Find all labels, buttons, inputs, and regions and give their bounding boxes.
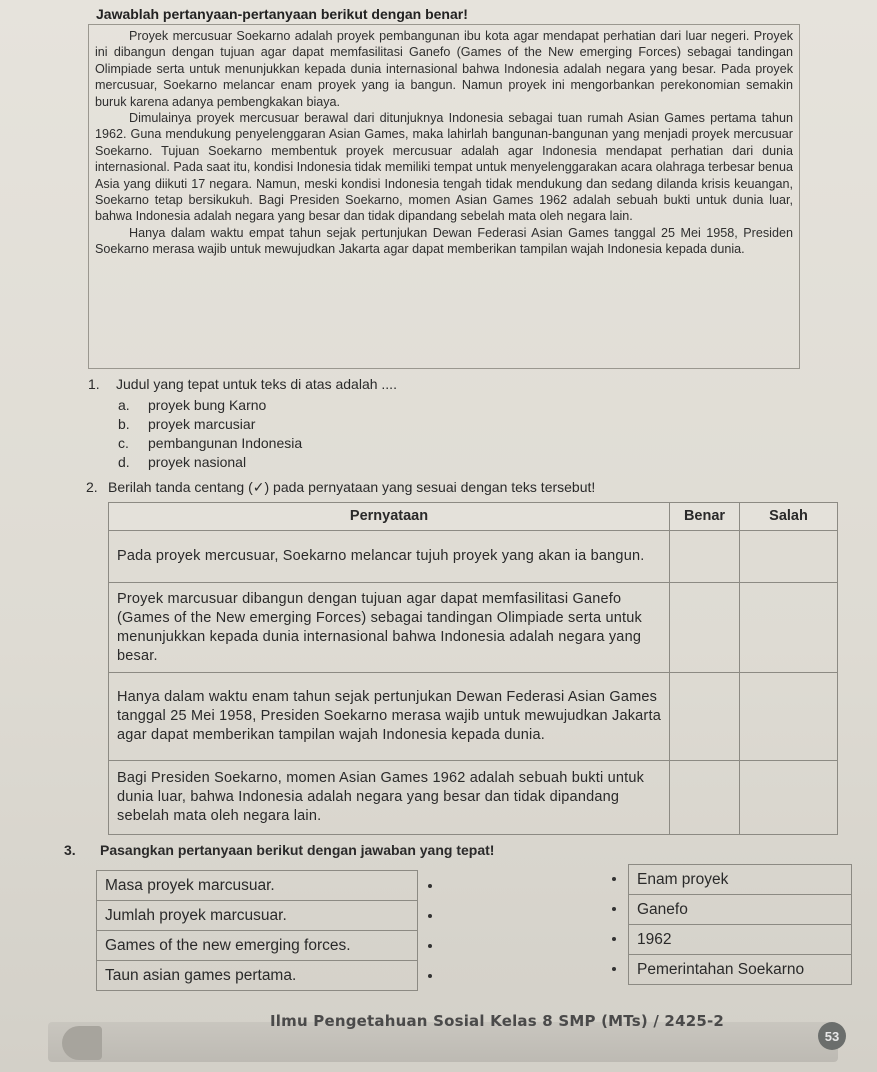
footer-ornament-icon: [62, 1026, 102, 1060]
question-3-number: 3.: [64, 842, 76, 858]
question-3: [64, 842, 494, 858]
right-dot-2[interactable]: [612, 907, 616, 911]
true-checkbox-1[interactable]: [670, 531, 740, 583]
left-dot-3[interactable]: [428, 944, 432, 948]
option-c[interactable]: [118, 434, 302, 453]
left-dot-1[interactable]: [428, 884, 432, 888]
right-dot-4[interactable]: [612, 967, 616, 971]
right-dot-3[interactable]: [612, 937, 616, 941]
true-false-table: [108, 502, 838, 835]
true-checkbox-4[interactable]: [670, 761, 740, 835]
matching-question-4[interactable]: Taun asian games pertama.: [97, 961, 418, 991]
passage-paragraph-1: Proyek mercusuar Soekarno adalah proyek pembangunan ibu kota agar mendapat perhatian dari luar negeri. Proyek ini dibangun dengan tujuan agar dapat memfasilitasi Ganefo (Games of the New emerging Forces) sebagai tandingan Olimpiade serta untuk menunjukkan kepada dunia internasional bahwa Indonesia adalah negara yang besar. Pada proyek mercusuar, Soekarno melancar enam proyek yang ia bangun. Namun proyek ini mengorbankan perekonomian semakin buruk karena adanya pembengkakan biaya.: [95, 29, 793, 109]
option-letter: d.: [118, 454, 130, 470]
page-number: 53: [818, 1022, 846, 1050]
left-dot-4[interactable]: [428, 974, 432, 978]
header-false: Salah: [740, 503, 838, 531]
option-letter: a.: [118, 397, 130, 413]
option-text: proyek bung Karno: [148, 397, 267, 413]
question-2: [86, 479, 595, 496]
option-letter: c.: [118, 435, 129, 451]
matching-answer-4[interactable]: Pemerintahan Soekarno: [629, 955, 852, 985]
left-dot-2[interactable]: [428, 914, 432, 918]
table-row: [109, 583, 838, 673]
matching-answer-2[interactable]: Ganefo: [629, 895, 852, 925]
matching-answers: [628, 864, 852, 985]
matching-questions: [96, 870, 418, 991]
table-row: [109, 673, 838, 761]
question-2-text: Berilah tanda centang (✓) pada pernyataan yang sesuai dengan teks tersebut!: [108, 479, 596, 495]
matching-question-3[interactable]: Games of the new emerging forces.: [97, 931, 418, 961]
footer-title: Ilmu Pengetahuan Sosial Kelas 8 SMP (MTs) / 2425-2: [270, 1012, 725, 1030]
reading-passage: [88, 24, 800, 369]
question-1-number: 1.: [88, 376, 100, 392]
false-checkbox-2[interactable]: [740, 583, 838, 673]
passage-paragraph-2: Dimulainya proyek mercusuar berawal dari ditunjuknya Indonesia sebagai tuan rumah Asian Games pertama tahun 1962. Guna mendukung penyelenggaran Asian Games, maka lahirlah bangunan-bangunan yang menjadi proyek mercusuar Soekarno. Tujuan Soekarno membentuk proyek mercusuar adalah agar Indonesia mendapat perhatian dari dunia internasional. Pada saat itu, kondisi Indonesia tidak memiliki tempat untuk menyelenggarakan acara olahraga terbesar benua Asia yang diikuti 17 negara. Namun, meski kondisi Indonesia tengah tidak mendukung dan sedang dilanda krisis keuangan, Soekarno tetap bersikukuh. Bagi Presiden Soekarno, momen Asian Games 1962 adalah sebuah bukti untuk dunia luar, bahwa Indonesia adalah negara yang besar dan tidak dipandang sebelah mata oleh negara lain.: [95, 111, 793, 224]
false-checkbox-3[interactable]: [740, 673, 838, 761]
false-checkbox-4[interactable]: [740, 761, 838, 835]
page-footer: [0, 1000, 877, 1072]
matching-answer-1[interactable]: Enam proyek: [629, 865, 852, 895]
question-1-text: Judul yang tepat untuk teks di atas adalah ....: [116, 376, 397, 392]
false-checkbox-1[interactable]: [740, 531, 838, 583]
question-2-number: 2.: [86, 479, 98, 495]
matching-answer-3[interactable]: 1962: [629, 925, 852, 955]
statement-3: Hanya dalam waktu enam tahun sejak pertunjukan Dewan Federasi Asian Games tanggal 25 Mei 1958, Presiden Soekarno merasa wajib untuk mewujudkan Jakarta agar dapat memberikan tampilan wajah Indonesia kepada dunia.: [109, 673, 670, 761]
true-checkbox-3[interactable]: [670, 673, 740, 761]
statement-2: Proyek marcusuar dibangun dengan tujuan agar dapat memfasilitasi Ganefo (Games of the New emerging Forces) sebagai tandingan Olimpiade serta untuk menunjukkan kepada dunia internasional bahwa Indonesia adalah negara yang besar.: [109, 583, 670, 673]
question-1: [88, 376, 397, 392]
instruction-heading: Jawablah pertanyaan-pertanyaan berikut dengan benar!: [96, 6, 468, 22]
option-b[interactable]: [118, 415, 302, 434]
header-statement: Pernyataan: [109, 503, 670, 531]
question-1-options: [118, 396, 302, 472]
option-text: pembangunan Indonesia: [148, 435, 303, 451]
true-checkbox-2[interactable]: [670, 583, 740, 673]
matching-question-2[interactable]: Jumlah proyek marcusuar.: [97, 901, 418, 931]
option-text: proyek marcusiar: [148, 416, 256, 432]
table-row: [109, 531, 838, 583]
option-text: proyek nasional: [148, 454, 247, 470]
question-3-text: Pasangkan pertanyaan berikut dengan jawaban yang tepat!: [100, 842, 495, 858]
right-dot-1[interactable]: [612, 877, 616, 881]
option-letter: b.: [118, 416, 130, 432]
table-row: [109, 761, 838, 835]
statement-4: Bagi Presiden Soekarno, momen Asian Games 1962 adalah sebuah bukti untuk dunia luar, bahwa Indonesia adalah negara yang besar dan tidak dipandang sebelah mata oleh negara lain.: [109, 761, 670, 835]
option-d[interactable]: [118, 453, 302, 472]
passage-paragraph-3: Hanya dalam waktu empat tahun sejak pertunjukan Dewan Federasi Asian Games tanggal 25 Mei 1958, Presiden Soekarno merasa wajib untuk mewujudkan Jakarta agar dapat memberikan tampilan wajah Indonesia kepada dunia.: [95, 225, 793, 257]
option-a[interactable]: [118, 396, 302, 415]
statement-1: Pada proyek mercusuar, Soekarno melancar tujuh proyek yang akan ia bangun.: [109, 531, 670, 583]
matching-question-1[interactable]: Masa proyek marcusuar.: [97, 871, 418, 901]
header-true: Benar: [670, 503, 740, 531]
table-header-row: [109, 503, 838, 531]
